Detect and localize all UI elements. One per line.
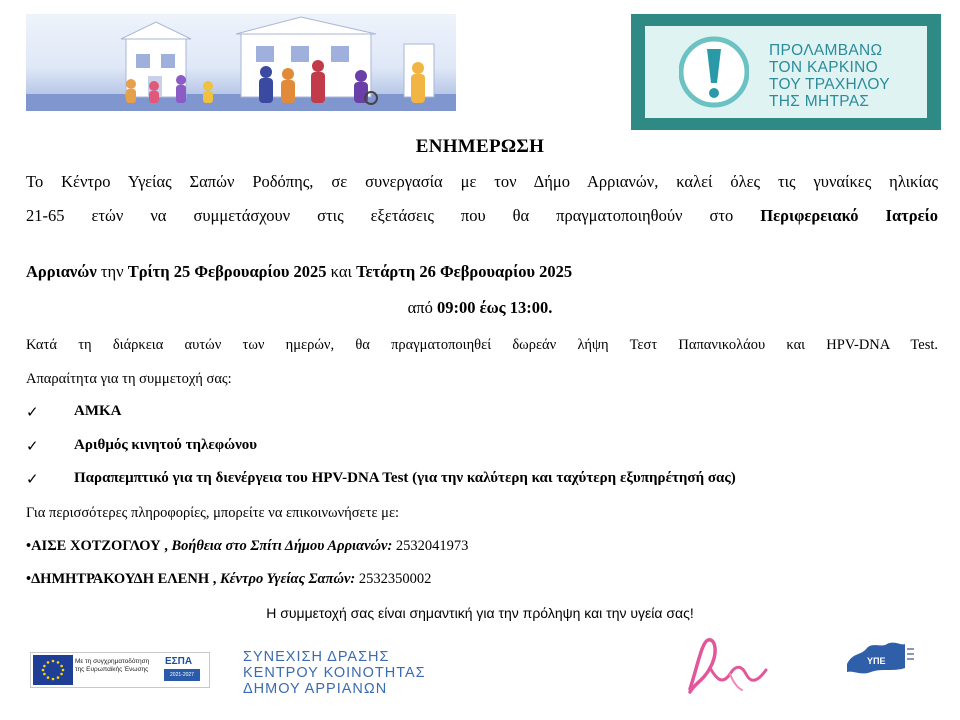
intro-text: και — [330, 262, 352, 281]
campaign-line: ΤΟΝ ΚΑΡΚΙΝΟ — [769, 59, 878, 76]
closing-message: Η συμμετοχή σας είναι σημαντική για την πρόληψη και την υγεία σας! — [266, 605, 694, 621]
intro-text: 21-65 ετών να συμμετάσχουν στις εξετάσεις που θα πραγματοποιηθούν στο — [26, 206, 734, 225]
contact-phone: 2532041973 — [395, 538, 469, 554]
requirement-text: Αριθμός κινητού τηλεφώνου — [74, 437, 258, 453]
info-line-1: Κατά τη διάρκεια αυτών των ημερών, θα πραγματοποιηθεί δωρεάν λήψη Τεστ Παπανικολάου και HPV-DNA Test. — [26, 337, 938, 353]
community-line: ΚΕΝΤΡΟΥ ΚΟΙΝΟΤΗΤΑΣ — [243, 665, 426, 681]
info-line-2: Απαραίτητα για τη συμμετοχή σας: — [26, 371, 232, 387]
campaign-logo — [631, 14, 941, 130]
espa-logo — [161, 656, 205, 684]
page-title: ΕΝΗΜΕΡΩΣΗ — [415, 136, 545, 157]
community-center-logo — [243, 649, 426, 697]
intro-line-1: Το Κέντρο Υγείας Σαπών Ροδόπης, σε συνεργασία με τον Δήμο Αρριανών, καλεί όλες τις γυναίκες ηλικίας — [26, 172, 938, 191]
region-logo-text: ΥΠΕ — [867, 656, 886, 666]
clinic-location: Αρριανών — [26, 262, 97, 281]
time-prefix: από — [407, 298, 433, 317]
contact-row — [26, 538, 938, 555]
requirement-text: ΑΜΚΑ — [74, 403, 122, 419]
eu-caption: Με τη συγχρηματοδότηση της Ευρωπαϊκής Ένωσης — [75, 658, 150, 673]
regional-health-logo — [845, 638, 915, 678]
requirement-item — [26, 403, 938, 425]
date-1: Τρίτη 25 Φεβρουαρίου 2025 — [127, 262, 327, 281]
contact-row — [26, 571, 938, 588]
community-line: ΔΗΜΟΥ ΑΡΡΙΑΝΩΝ — [243, 681, 388, 697]
checkmark-icon: ✓ — [26, 470, 39, 488]
contact-role: Κέντρο Υγείας Σαπών: — [219, 571, 356, 587]
community-line: ΣΥΝΕΧΙΣΗ ΔΡΑΣΗΣ — [243, 649, 390, 665]
campaign-line: ΤΗΣ ΜΗΤΡΑΣ — [769, 93, 870, 110]
requirement-item — [26, 437, 938, 459]
campaign-title — [769, 42, 924, 110]
intro-text: την — [100, 262, 124, 281]
contact-role: Βοήθεια στο Σπίτι Δήμου Αρριανών: — [171, 538, 393, 554]
time-range: 09:00 έως 13:00. — [436, 298, 553, 317]
contact-phone: 2532350002 — [358, 571, 432, 587]
date-2: Τετάρτη 26 Φεβρουαρίου 2025 — [356, 262, 573, 281]
eu-flag-icon — [33, 655, 73, 685]
intro-line-2 — [26, 199, 938, 233]
contact-name: •ΑΙΣΕ ΧΟΤΖΟΓΛΟΥ , — [26, 538, 168, 554]
families-illustration — [26, 14, 456, 111]
eu-funding-logo — [30, 652, 210, 688]
pink-ribbon-icon — [680, 634, 775, 694]
contact-intro: Για περισσότερες πληροφορίες, μπορείτε να επικοινωνήσετε με: — [26, 505, 400, 521]
espa-label: ΕΣΠΑ — [165, 656, 193, 667]
campaign-line: ΠΡΟΛΑΜΒΑΝΩ — [769, 42, 883, 59]
clinic-name: Περιφερειακό Ιατρείο — [760, 206, 939, 225]
checkmark-icon: ✓ — [26, 403, 39, 421]
intro-line-3 — [26, 255, 938, 289]
requirement-text: Παραπεμπτικό για τη διενέργεια του HPV-DNA Test (για την καλύτερη και ταχύτερη εξυπηρέτησή σας) — [74, 470, 736, 486]
exclamation-icon — [679, 33, 749, 111]
checkmark-icon: ✓ — [26, 437, 39, 455]
contact-name: •ΔΗΜΗΤΡΑΚΟΥΔΗ ΕΛΕΝΗ , — [26, 571, 217, 587]
time-line — [0, 291, 960, 325]
espa-period: 2021-2027 — [164, 669, 200, 681]
requirement-item — [26, 470, 938, 492]
campaign-line: ΤΟΥ ΤΡΑΧΗΛΟΥ — [769, 76, 890, 93]
